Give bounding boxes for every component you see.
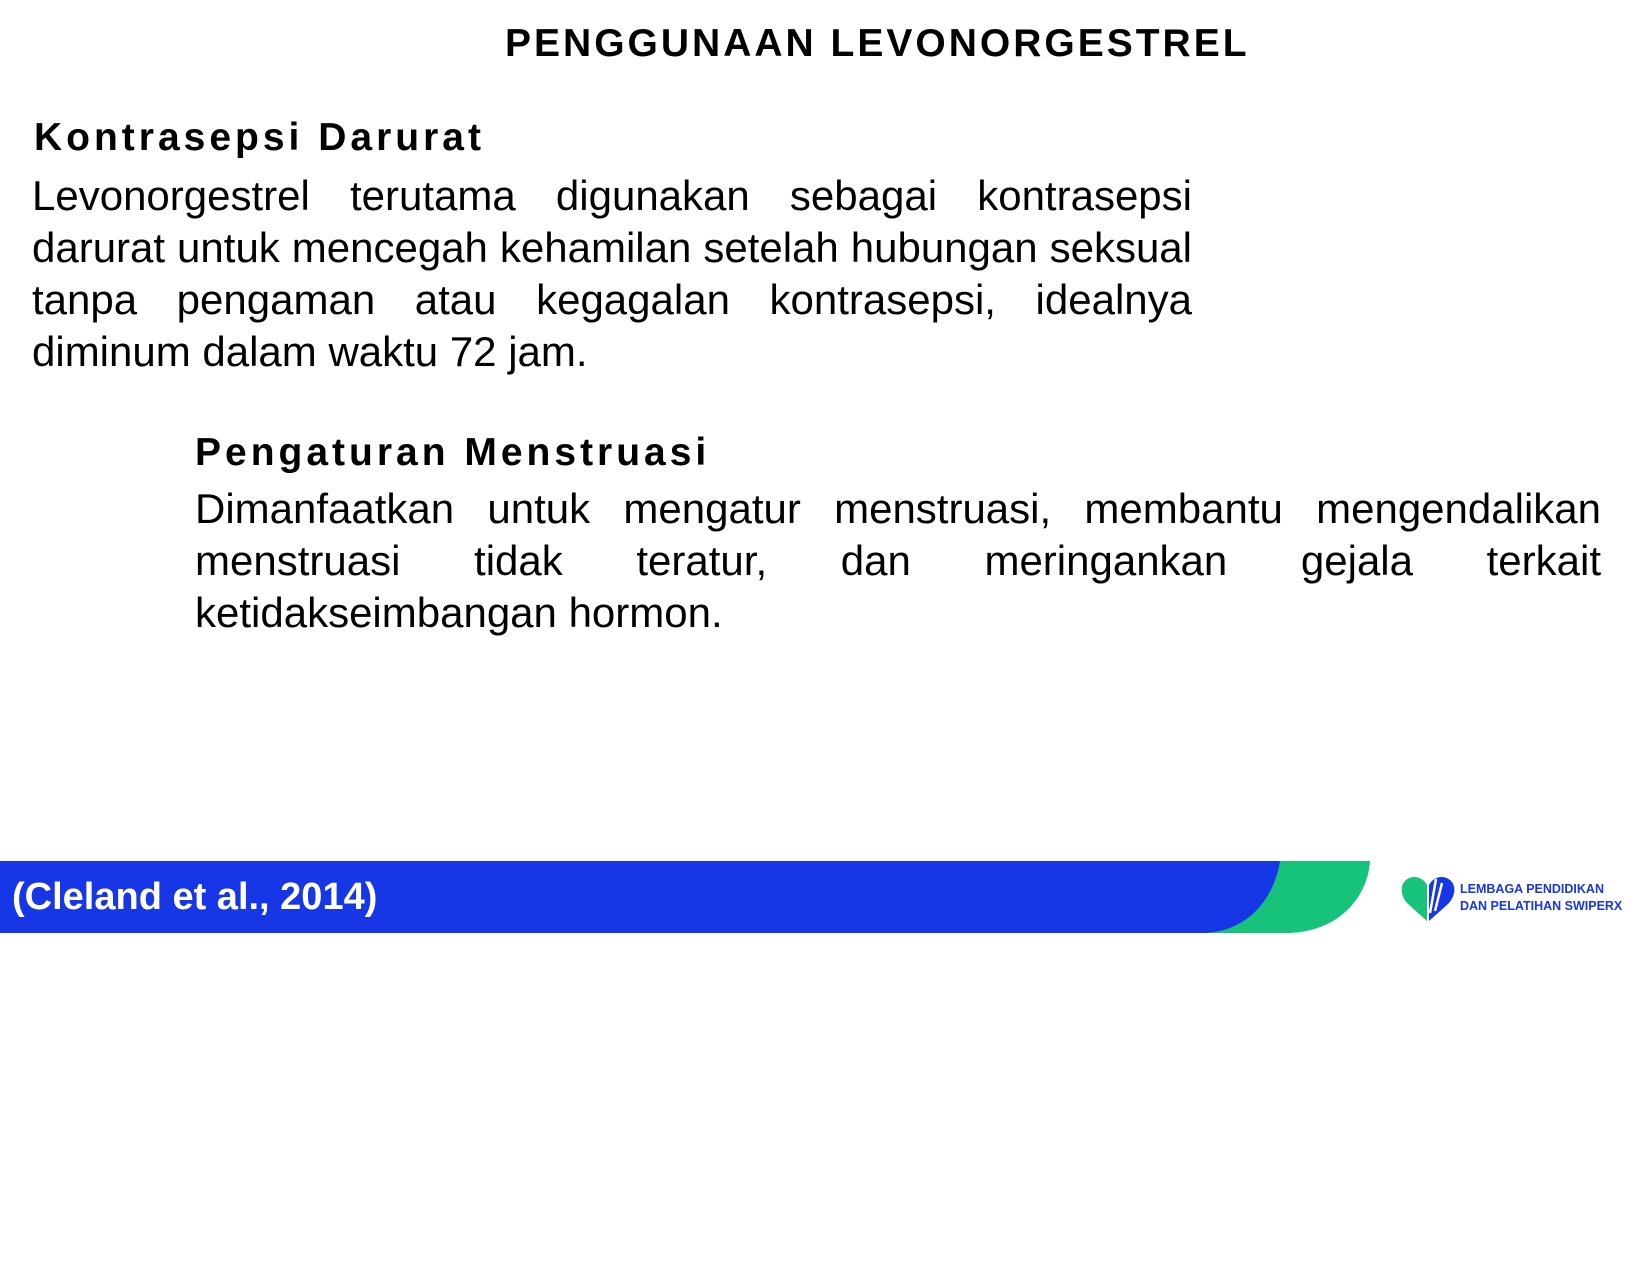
- section-body-emergency-contraception: Levonorgestrel terutama digunakan sebagai kontrasepsi darurat untuk mencegah kehamilan setelah hubungan seksual tanpa pengaman atau kegagalan kontrasepsi, idealnya diminum dalam waktu 72 jam.: [32, 172, 1192, 375]
- heart-icon-green-half: [1402, 877, 1427, 921]
- logo-text-line-1: LEMBAGA PENDIDIKAN: [1460, 882, 1604, 896]
- section-heading-menstrual-regulation: Pengaturan Menstruasi: [195, 431, 711, 474]
- logo-text-line-2: DAN PELATIHAN SWIPERX: [1460, 899, 1623, 913]
- section-heading-emergency-contraception: Kontrasepsi Darurat: [34, 116, 485, 159]
- organization-logo: [1400, 872, 1640, 924]
- citation: (Cleland et al., 2014): [12, 876, 378, 918]
- heart-icon: [1400, 873, 1456, 923]
- page-title: PENGGUNAAN LEVONORGESTREL: [505, 22, 1250, 65]
- section-body-menstrual-regulation: Dimanfaatkan untuk mengatur menstruasi, membantu mengendalikan menstruasi tidak teratur, dan meringankan gejala terkait ketidakseimbangan hormon.: [195, 485, 1601, 636]
- logo-text: [1460, 881, 1622, 915]
